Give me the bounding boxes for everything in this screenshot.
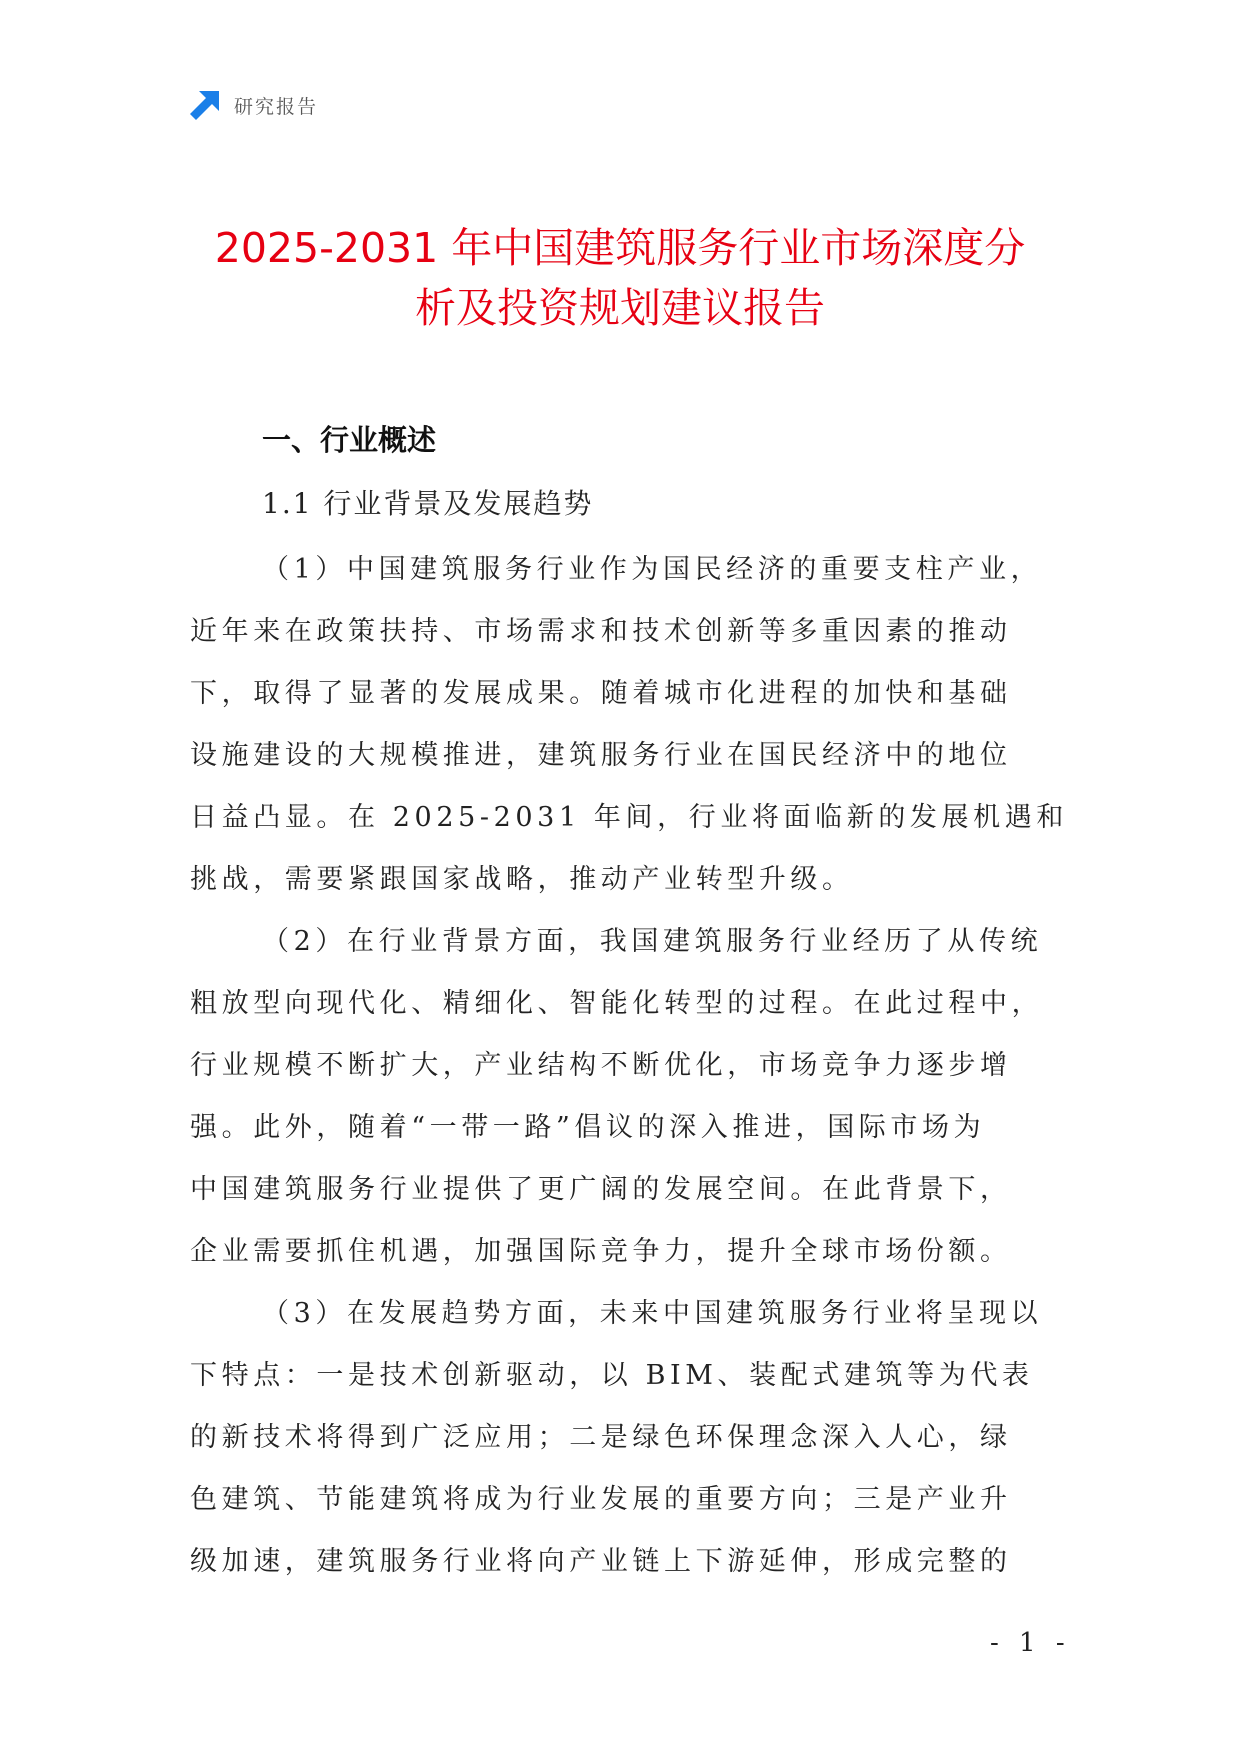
paragraph-1 (190, 539, 1068, 911)
paragraph-line: 下，取得了显著的发展成果。随着城市化进程的加快和基础 (190, 678, 1012, 709)
paragraph-line: 行业规模不断扩大，产业结构不断优化，市场竞争力逐步增 (190, 1050, 1012, 1081)
document-title (140, 218, 1100, 338)
paragraph-line: 粗放型向现代化、精细化、智能化转型的过程。在此过程中， (190, 988, 1044, 1019)
title-line-1: 2025-2031 年中国建筑服务行业市场深度分 (214, 224, 1026, 272)
paragraph-2 (190, 911, 1052, 1283)
document-body (190, 539, 1068, 1593)
paragraph-3 (190, 1283, 1052, 1593)
paragraph-line: （3）在发展趋势方面，未来中国建筑服务行业将呈现以 (262, 1298, 1043, 1329)
paragraph-line: 近年来在政策扶持、市场需求和技术创新等多重因素的推动 (190, 616, 1012, 647)
paragraph-line: 下特点：一是技术创新驱动，以 BIM、装配式建筑等为代表 (190, 1360, 1034, 1391)
paragraph-line: （2）在行业背景方面，我国建筑服务行业经历了从传统 (262, 926, 1043, 957)
section-heading: 一、行业概述 (262, 423, 437, 457)
paragraph-line: （1）中国建筑服务行业作为国民经济的重要支柱产业， (262, 554, 1043, 585)
paragraph-line: 强。此外，随着“一带一路”倡议的深入推进，国际市场为 (190, 1112, 986, 1143)
page-number: - 1 - (990, 1628, 1071, 1658)
paragraph-line: 日益凸显。在 2025-2031 年间，行业将面临新的发展机遇和 (190, 802, 1068, 833)
header-label: 研究报告 (234, 95, 319, 118)
paragraph-line: 色建筑、节能建筑将成为行业发展的重要方向；三是产业升 (190, 1484, 1012, 1515)
paragraph-line: 挑战，需要紧跟国家战略，推动产业转型升级。 (190, 864, 854, 895)
title-line-2: 析及投资规划建议报告 (415, 284, 825, 332)
paragraph-line: 企业需要抓住机遇，加强国际竞争力，提升全球市场份额。 (190, 1236, 1012, 1267)
paragraph-line: 设施建设的大规模推进，建筑服务行业在国民经济中的地位 (190, 740, 1012, 771)
paragraph-line: 的新技术将得到广泛应用；二是绿色环保理念深入人心，绿 (190, 1422, 1012, 1453)
arrow-up-right-icon (190, 90, 220, 120)
paragraph-line: 级加速，建筑服务行业将向产业链上下游延伸，形成完整的 (190, 1546, 1012, 1577)
report-header (190, 88, 318, 122)
paragraph-line: 中国建筑服务行业提供了更广阔的发展空间。在此背景下， (190, 1174, 1012, 1205)
subsection-heading: 1.1 行业背景及发展趋势 (262, 487, 594, 520)
